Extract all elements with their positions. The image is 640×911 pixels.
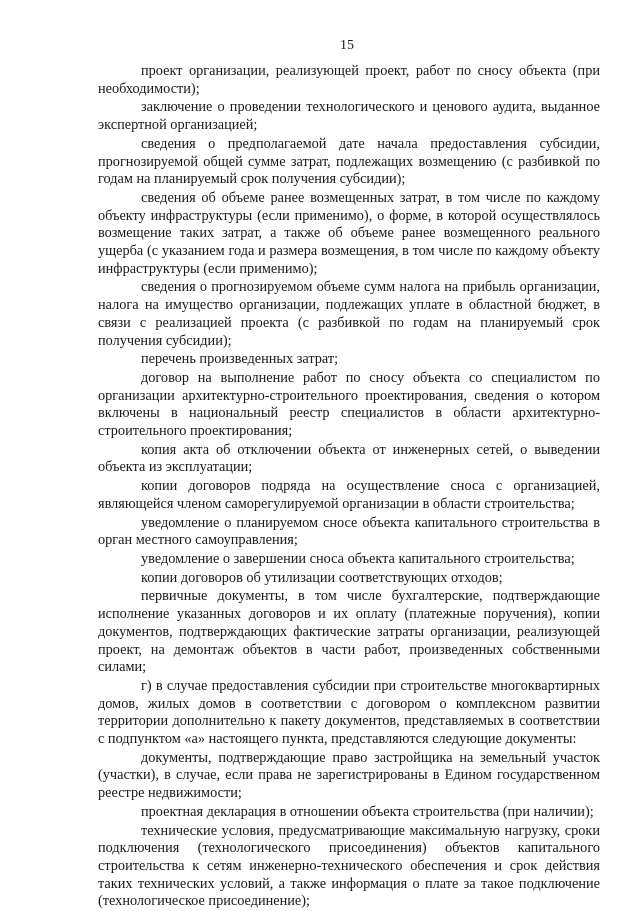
paragraph: заключение о проведении технологического и ценового аудита, выданное экспертной организацией; xyxy=(98,99,600,134)
paragraph: документы, подтверждающие право застройщика на земельный участок (участки), в случае, если права не зарегистрированы в Едином государственном реестре недвижимости; xyxy=(98,749,600,802)
paragraph: сведения о прогнозируемом объеме сумм налога на прибыль организации, налога на имущество организации, подлежащих уплате в областной бюджет, в связи с реализацией проекта (с разбивкой по годам на планируемый срок получения субсидии); xyxy=(98,279,600,349)
paragraph: перечень произведенных затрат; xyxy=(141,351,339,368)
paragraph: проектная декларация в отношении объекта строительства (при наличии); xyxy=(141,803,594,820)
paragraph: г) в случае предоставления субсидии при строительстве многоквартирных домов, жилых домов в соответствии с договором о комплексном развитии территории дополнительно к пакету документов, представляемых в соответствии с подпунктом «а» настоящего пункта, представляются следующие документы: xyxy=(98,677,600,748)
paragraph: проект организации, реализующей проект, работ по сносу объекта (при необходимости); xyxy=(98,63,600,97)
paragraph: сведения об объеме ранее возмещенных затрат, в том числе по каждому объекту инфраструктуры (если применимо), о форме, в которой осуществлялось возмещение таких затрат, а также об объеме ранее возмещенного реального ущерба (с указанием года и размера возмещения, в том числе по каждому объекту инфраструктуры (если применимо); xyxy=(98,189,600,277)
page-number: 15 xyxy=(340,38,354,53)
paragraph: договор на выполнение работ по сносу объекта со специалистом по организации архитектурно-строительного проектирования, сведения о котором включены в национальный реестр специалистов в области архитектурно-строительного проектирования; xyxy=(98,369,600,440)
paragraph: сведения о предполагаемой дате начала предоставления субсидии, прогнозируемой общей сумме затрат, подлежащих возмещению (с разбивкой по годам на планируемый срок получения субсидии); xyxy=(98,135,600,188)
paragraph: технические условия, предусматривающие максимальную нагрузку, сроки подключения (технологического присоединения) объектов капитального строительства к сетям инженерно-технического обеспечения и срок действия таких технических условий, а также информация о плате за такое подключение (технологическое присоединение); xyxy=(98,822,600,910)
paragraph: первичные документы, в том числе бухгалтерские, подтверждающие исполнение указанных договоров и их оплату (платежные поручения), копии документов, подтверждающих фактические затраты организации, реализующей проект, на демонтаж объектов в части работ, произведенных собственными силами; xyxy=(98,588,600,676)
paragraph: копии договоров подряда на осуществление сноса с организацией, являющейся членом саморегулируемой организации в области строительства; xyxy=(98,478,600,512)
paragraph: копии договоров об утилизации соответствующих отходов; xyxy=(141,569,503,586)
paragraph: копия акта об отключении объекта от инженерных сетей, о выведении объекта из эксплуатации; xyxy=(98,441,600,476)
paragraph: уведомление о завершении сноса объекта капитального строительства; xyxy=(141,550,575,567)
paragraph: уведомление о планируемом сносе объекта капитального строительства в орган местного самоуправления; xyxy=(98,514,600,549)
document-body xyxy=(98,63,600,911)
